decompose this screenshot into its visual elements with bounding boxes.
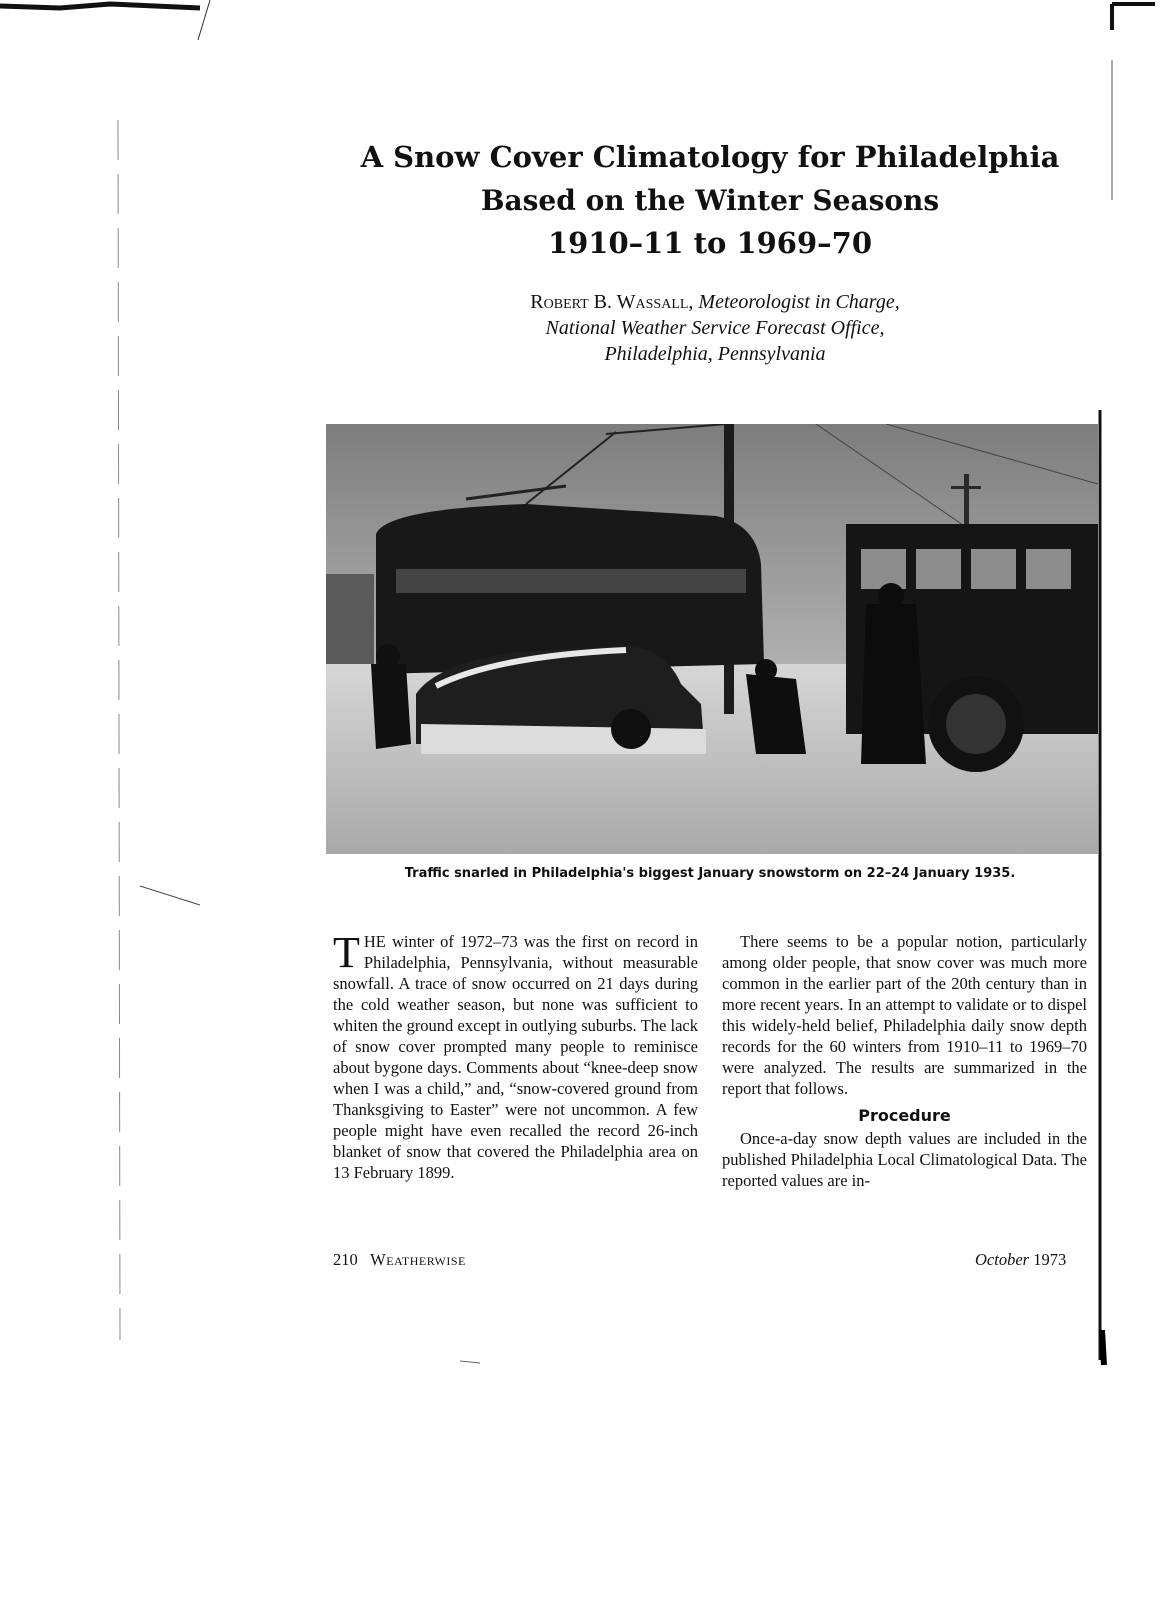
body-column-left	[333, 928, 698, 1183]
author-role: Meteorologist in Charge,	[693, 291, 900, 313]
byline	[400, 289, 1030, 367]
footer-right	[975, 1250, 1066, 1270]
body-column-right	[722, 931, 1087, 1191]
issue-month: October	[975, 1250, 1030, 1269]
article-title	[330, 136, 1090, 265]
footer-left	[333, 1250, 466, 1270]
author-name: Robert B. Wassall,	[530, 291, 694, 313]
intro-paragraph: HE winter of 1972–73 was the first on record in Philadelphia, Pennsylvania, without measurable snowfall. A trace of snow occurred on 21 days during the cold weather season, but none was sufficient to whiten the ground except in outlying suburbs. The lack of snow cover prompted many people to reminisce about bygone days. Comments about “knee-deep snow when I was a child,” and, “snow-covered ground from Thanksgiving to Easter” were not uncommon. A few people might have even recalled the record 26-inch blanket of snow that covered the Philadelphia area on 13 February 1899.	[333, 932, 698, 1182]
snowstorm-photo	[326, 424, 1098, 854]
section-heading-procedure: Procedure	[858, 1106, 951, 1125]
journal-name: Weatherwise	[370, 1250, 466, 1269]
title-line-3: 1910–11 to 1969–70	[547, 226, 873, 260]
page-number: 210	[333, 1250, 358, 1269]
title-line-1: A Snow Cover Climatology for Philadelphia	[360, 140, 1060, 174]
figure-caption: Traffic snarled in Philadelphia's biggest January snowstorm on 22–24 January 1935.	[404, 866, 1016, 881]
procedure-paragraph: Once-a-day snow depth values are included in the published Philadelphia Local Climatological Data. The reported values are in-	[722, 1129, 1087, 1190]
author-office: National Weather Service Forecast Office,	[545, 317, 885, 339]
title-line-2: Based on the Winter Seasons	[480, 184, 940, 217]
author-location: Philadelphia, Pennsylvania	[604, 343, 826, 365]
notion-paragraph: There seems to be a popular notion, particularly among older people, that snow cover was much more common in the earlier part of the 20th century than in more recent years. In an attempt to validate or to dispel this widely-held belief, Philadelphia daily snow depth records for the 60 winters from 1910–11 to 1969–70 were analyzed. The results are summarized in the report that follows.	[722, 932, 1087, 1098]
issue-year: 1973	[1033, 1250, 1067, 1269]
drop-cap: T	[333, 928, 360, 977]
